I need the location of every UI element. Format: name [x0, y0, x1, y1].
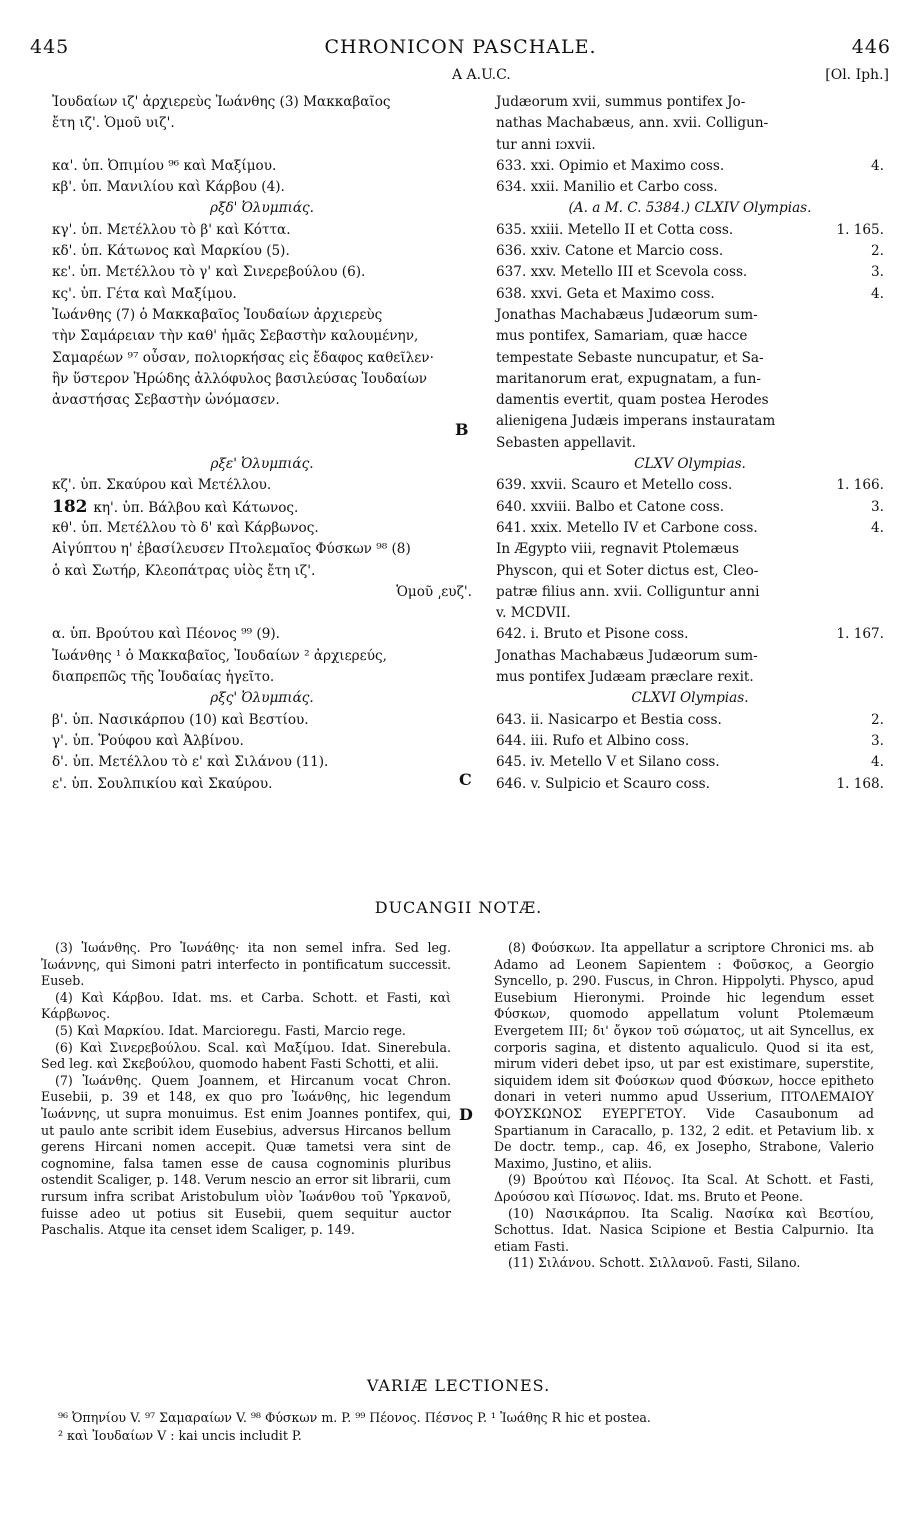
greek-line: Ἰωάνθης ¹ ὁ Μακκαβαῖος, Ἰουδαίων ² ἀρχιερεύς,: [52, 647, 387, 664]
olympiad-label: [Ol. Iph.]: [825, 67, 889, 83]
latin-line-text: 633. xxi. Opimio et Maximo coss.: [496, 157, 725, 174]
latin-line-text: Jonathas Machabæus Judæorum sum-: [496, 647, 758, 664]
page-title: CHRONICON PASCHALE.: [324, 36, 597, 58]
latin-line: [496, 752, 884, 773]
latin-line-text: patræ filius ann. xvii. Colliguntur anni: [496, 583, 760, 600]
latin-line: [496, 561, 884, 582]
greek-line: [52, 135, 472, 156]
latin-line-text: 638. xxvi. Geta et Maximo coss.: [496, 285, 715, 302]
latin-line-text: 639. xxvii. Scauro et Metello coss.: [496, 477, 733, 494]
olympiad-year: 2.: [871, 243, 884, 260]
latin-line-text: 635. xxiii. Metello II et Cotta coss.: [496, 221, 734, 238]
greek-line: [52, 433, 472, 454]
latin-line-text: 642. i. Bruto et Pisone coss.: [496, 626, 689, 643]
latin-line-text: 634. xxii. Manilio et Carbo coss.: [496, 179, 718, 196]
greek-line: κα'. ὑπ. Ὀπιμίου ⁹⁶ καὶ Μαξίμου.: [52, 157, 277, 174]
page-number-left: 445: [30, 36, 70, 58]
olympiad-year: 3.: [871, 732, 884, 749]
latin-line: [496, 731, 884, 752]
latin-line-text: 640. xxviii. Balbo et Catone coss.: [496, 498, 725, 515]
olympiad-year: 3.: [871, 264, 884, 281]
note-paragraph: (10) Νασικάρπου. Ita Scalig. Νασίκα καὶ Βεστίου, Schottus. Idat. Nasica Scipione et Bestia Calpurnio. Ita etiam Fasti.: [494, 1205, 874, 1254]
latin-line-text: damentis evertit, quam postea Herodes: [496, 392, 769, 409]
note-paragraph: (11) Σιλάνου. Schott. Σιλλανοῦ. Fasti, Silano.: [508, 1255, 801, 1271]
margin-letter-d: D: [459, 1105, 473, 1124]
olympiad-year: 3.: [871, 498, 884, 515]
note-paragraph: (6) Καὶ Σινερεβούλου. Scal. καὶ Μαξίμου. Idat. Sinerebula. Sed leg. καὶ Σκεβούλου, quomodo habent Fasti Schotti, et alii.: [41, 1039, 451, 1072]
greek-line: [52, 411, 472, 432]
greek-line: [52, 497, 472, 518]
latin-line-text: 644. iii. Rufo et Albino coss.: [496, 732, 690, 749]
latin-line: [496, 241, 884, 262]
greek-line: ὁ καὶ Σωτήρ, Κλεοπάτρας υἱὸς ἔτη ιζ'.: [52, 562, 316, 579]
latin-column: [496, 92, 884, 795]
greek-line: κε'. ὑπ. Μετέλλου τὸ γ' καὶ Σινερεβούλου (6).: [52, 264, 366, 281]
greek-line: Ἰουδαίων ιζ' ἀρχιερεὺς Ἰωάνθης (3) Μακκαβαῖος: [52, 94, 391, 110]
note-paragraph: (7) Ἰωάνθης. Quem Joannem, et Hircanum vocat Chron. Eusebii, p. 39 et 148, ex quo pro Ἰωάνθης, hic legendum Ἰωάννης, ut supra monuimus. Est enim Joannes pontifex, qui, ut paulo ante scribit idem Eusebius, adversus Hircanos bellum gerens Hircani nomen accepit. Quæ tametsi vera sint de cognomine, falsa tamen esse de causa cognominis pluribus ostendit Scaliger, p. 148. Verum nescio an error sit librarii, cum rursum infra scribat Aristobulum υἱὸν Ἰωάνθου τοῦ Ὑρκανοῦ, fuisse adeo ut potius sit Eusebii, quem sequitur auctor Paschalis. Atque ita censet idem Scaliger, p. 149.: [41, 1072, 451, 1238]
olympiad-year: 4.: [871, 519, 884, 536]
latin-line: [496, 113, 884, 134]
greek-line: ρξε' Ὀλυμπιάς.: [210, 456, 314, 473]
auc-label: A A.U.C.: [452, 67, 511, 83]
greek-line: γ'. ὑπ. Ῥούφου καὶ Ἀλβίνου.: [52, 732, 244, 749]
greek-line: ἣν ὕστερον Ἡρώδης ἀλλόφυλος βασιλεύσας Ἰουδαίων: [52, 370, 428, 387]
greek-line: διαπρεπῶς τῆς Ἰουδαίας ἡγεῖτο.: [52, 669, 275, 686]
latin-line: [496, 92, 884, 113]
greek-line: κγ'. ὑπ. Μετέλλου τὸ β' καὶ Κόττα.: [52, 221, 291, 238]
variae-lectiones: [58, 1409, 888, 1445]
latin-line: [496, 177, 884, 198]
olympiad-year: 1. 166.: [836, 477, 884, 494]
note-paragraph: (8) Φούσκων. Ita appellatur a scriptore Chronici ms. ab Adamo ad Leonem Sapientem : Φοῦσκος, a Georgio Syncello, p. 290. Fuscus, in Chron. Hippolyti. Physco, apud Eusebium Hieronymi. Proinde hic legendum esset Φύσκων, quomodo appellatum volunt Ptolemæum Evergetem III; δι' ὄγκον τοῦ σώματος, ut ait Syncellus, ex corporis sagina, et distento aqualiculo. Quod si ita est, mirum videri debet ipso, ut par est existimare, superstite, siquidem idem sit Φούσκων quod Φύσκων, hocce epitheto donari in veteri nummo apud Usserium, ΠΤΟΛΕΜΑΙΟΥ ΦΟΥΣΚΩΝΟΣ ΕΥΕΡΓΕΤΟΥ. Vide Casaubonum ad Spartianum in Caracallo, p. 132, 2 edit. et Petavium lib. x De doctr. temp., cap. 46, ex Josepho, Strabone, Valerio Maximo, Justino, et aliis.: [494, 940, 874, 1171]
note-paragraph: (5) Καὶ Μαρκίου. Idat. Marcioregu. Fasti, Marcio rege.: [55, 1022, 406, 1038]
note-paragraph: (3) Ἰωάνθης. Pro Ἰωνάθης· ita non semel infra. Sed leg. Ἰωάννης, qui Simoni patri interfecto in pontificatum successit. Euseb.: [41, 940, 451, 989]
latin-line-text: Physcon, qui et Soter dictus est, Cleo-: [496, 562, 759, 579]
latin-line-text: maritanorum erat, expugnatam, a fun-: [496, 370, 761, 387]
olympiad-year: 2.: [871, 711, 884, 728]
ducange-title: DUCANGII NOTÆ.: [374, 898, 543, 917]
latin-line-text: (A. a M. C. 5384.) CLXIV Olympias.: [568, 200, 812, 217]
olympiad-year: 4.: [871, 285, 884, 302]
latin-line: [496, 539, 884, 560]
latin-line-text: nathas Machabæus, ann. xvii. Colligun-: [496, 115, 769, 132]
greek-line: κζ'. ὑπ. Σκαύρου καὶ Μετέλλου.: [52, 477, 272, 494]
latin-line-text: 645. iv. Metello V et Silano coss.: [496, 754, 720, 771]
latin-line-text: 636. xxiv. Catone et Marcio coss.: [496, 243, 724, 260]
margin-letter-c: C: [459, 770, 472, 789]
olympiad-year: 1. 165.: [836, 221, 884, 238]
variae-title: VARIÆ LECTIONES.: [366, 1376, 551, 1395]
latin-line: [496, 688, 884, 709]
greek-line: ε'. ὑπ. Σουλπικίου καὶ Σκαύρου.: [52, 775, 273, 792]
latin-line-text: v. MCDVII.: [496, 605, 571, 622]
latin-line-text: tur anni ɪɔxvii.: [496, 136, 596, 153]
latin-line: [496, 518, 884, 539]
greek-line: ἀναστήσας Σεβαστὴν ὠνόμασεν.: [52, 392, 280, 409]
note-paragraph: (9) Βρούτου καὶ Πέονος. Ita Scal. At Schott. et Fasti, Δρούσου καὶ Πίσωνος. Idat. ms. Bruto et Peone.: [494, 1172, 874, 1204]
latin-line-text: mus pontifex Judæam præclare rexit.: [496, 669, 754, 686]
latin-line: [496, 156, 884, 177]
greek-line-text: κη'. ὑπ. Βάλβου καὶ Κάτωνος.: [93, 499, 299, 516]
latin-line-text: In Ægypto viii, regnavit Ptolemæus: [496, 541, 739, 558]
latin-line: [496, 582, 884, 603]
greek-line: [52, 603, 472, 624]
margin-letter-b: B: [455, 420, 469, 439]
greek-line: ρξδ' Ὀλυμπιάς.: [210, 200, 314, 217]
latin-line: [496, 326, 884, 347]
latin-line: [496, 667, 884, 688]
greek-column: [52, 92, 472, 795]
latin-line-text: CLXV Olympias.: [634, 456, 746, 473]
latin-line: [496, 390, 884, 411]
latin-line: [496, 710, 884, 731]
latin-line: [496, 135, 884, 156]
greek-line: κβ'. ὑπ. Μανιλίου καὶ Κάρβου (4).: [52, 179, 285, 196]
greek-line: κδ'. ὑπ. Κάτωνος καὶ Μαρκίου (5).: [52, 243, 290, 260]
latin-line: [496, 198, 884, 219]
notes-left-column: [41, 940, 451, 1239]
page-header: [30, 36, 891, 60]
latin-line-text: CLXVI Olympias.: [631, 690, 749, 707]
greek-line: ἔτη ιζ'. Ὁμοῦ υιζ'.: [52, 115, 175, 132]
greek-line: κς'. ὑπ. Γέτα καὶ Μαξίμου.: [52, 285, 237, 302]
greek-line: Σαμαρέων ⁹⁷ οὖσαν, πολιορκήσας εἰς ἔδαφος καθεῖλεν·: [52, 349, 434, 366]
olympiad-year: 1. 168.: [836, 775, 884, 792]
subheader: [0, 67, 917, 87]
greek-line: Αἰγύπτου η' ἐβασίλευσεν Πτολεμαῖος Φύσκων ⁹⁸ (8): [52, 541, 411, 558]
variae-line: ⁹⁶ Ὀπηνίου V. ⁹⁷ Σαμαραίων V. ⁹⁸ Φύσκων m. P. ⁹⁹ Πέονος. Πέσνος P. ¹ Ἰωάθης R hic et postea.: [58, 1410, 651, 1425]
latin-line-text: 646. v. Sulpicio et Scauro coss.: [496, 775, 710, 792]
latin-line: [496, 411, 884, 432]
latin-line-text: 643. ii. Nasicarpo et Bestia coss.: [496, 711, 722, 728]
latin-line: [496, 284, 884, 305]
page-number-right: 446: [851, 36, 891, 58]
latin-line: [496, 348, 884, 369]
line-number-182: 182: [52, 496, 94, 517]
latin-line: [496, 646, 884, 667]
latin-line-text: Jonathas Machabæus Judæorum sum-: [496, 306, 758, 323]
olympiad-year: 1. 167.: [836, 626, 884, 643]
latin-line: [496, 603, 884, 624]
olympiad-year: 4.: [871, 754, 884, 771]
latin-line-text: tempestate Sebaste nuncupatur, et Sa-: [496, 349, 764, 366]
greek-line: δ'. ὑπ. Μετέλλου τὸ ε' καὶ Σιλάνου (11).: [52, 754, 329, 771]
note-paragraph: (4) Καὶ Κάρβου. Idat. ms. et Carba. Schott. et Fasti, καὶ Κάρβωνος.: [41, 989, 451, 1022]
greek-line: Ἰωάνθης (7) ὁ Μακκαβαῖος Ἰουδαίων ἀρχιερεὺς: [52, 306, 383, 323]
latin-line: [496, 497, 884, 518]
notes-right-column: [494, 940, 874, 1272]
latin-line-text: 637. xxv. Metello III et Scevola coss.: [496, 264, 748, 281]
latin-line: [496, 774, 884, 795]
latin-line: [496, 305, 884, 326]
latin-line-text: alienigena Judæis imperans instauratam: [496, 413, 776, 430]
latin-line: [496, 454, 884, 475]
latin-line: [496, 475, 884, 496]
latin-line-text: Judæorum xvii, summus pontifex Jo-: [496, 94, 746, 110]
latin-line: [496, 433, 884, 454]
latin-line: [496, 369, 884, 390]
latin-line: [496, 262, 884, 283]
latin-line-text: 641. xxix. Metello IV et Carbone coss.: [496, 519, 758, 536]
greek-line: τὴν Σαμάρειαν τὴν καθ' ἡμᾶς Σεβαστὴν καλουμένην,: [52, 328, 419, 345]
latin-line-text: mus pontifex, Samariam, quæ hacce: [496, 328, 748, 345]
greek-line: ρξς' Ὀλυμπιάς.: [210, 690, 314, 707]
latin-line-text: Sebasten appellavit.: [496, 434, 636, 451]
olympiad-year: 4.: [871, 157, 884, 174]
variae-line: ² καὶ Ἰουδαίων V : kai uncis includit P.: [58, 1428, 302, 1443]
latin-line: [496, 220, 884, 241]
greek-line: Ὁμοῦ ͵ευζ'.: [396, 583, 472, 600]
latin-line: [496, 624, 884, 645]
greek-line: α. ὑπ. Βρούτου καὶ Πέονος ⁹⁹ (9).: [52, 626, 280, 643]
greek-line: κθ'. ὑπ. Μετέλλου τὸ δ' καὶ Κάρβωνος.: [52, 519, 319, 536]
greek-line: β'. ὑπ. Νασικάρπου (10) καὶ Βεστίου.: [52, 711, 309, 728]
